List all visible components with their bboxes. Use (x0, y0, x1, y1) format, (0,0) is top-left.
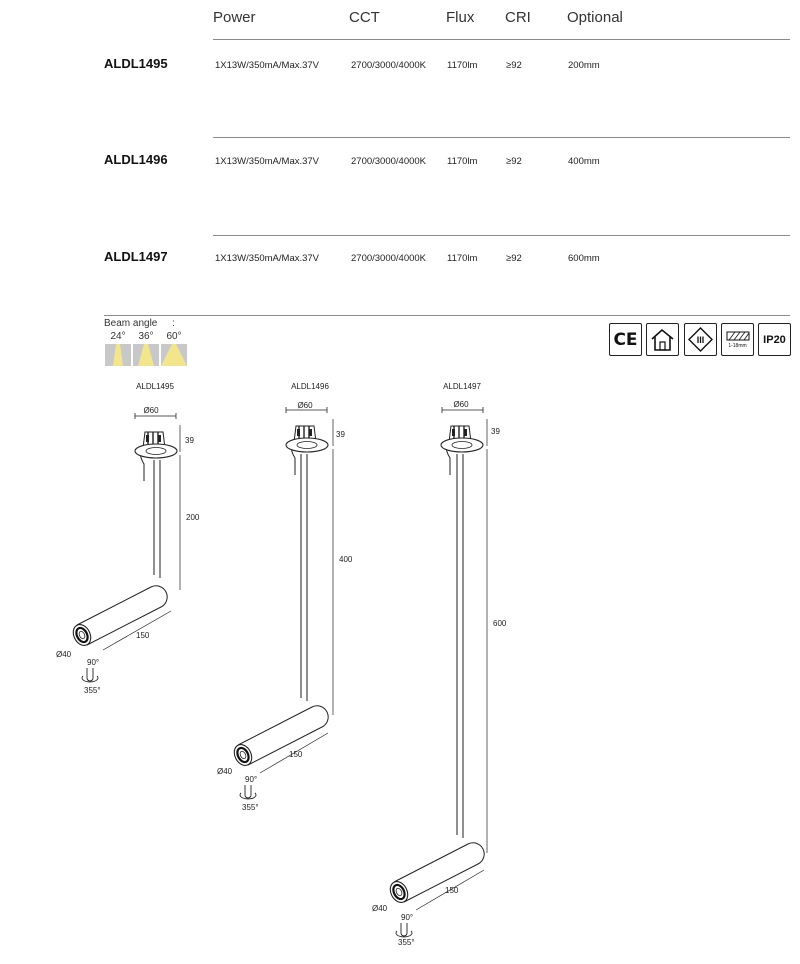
dim-diameter-body: Ø40 (56, 650, 72, 659)
dim-rotation: 355° (398, 938, 415, 947)
drawing-aldl1497 (372, 382, 507, 947)
ceiling-thickness-label: 1-18mm (728, 342, 747, 349)
dim-tilt: 90° (245, 775, 258, 784)
class-iii-label: III (696, 335, 705, 345)
row-cct: 2700/3000/4000K (351, 60, 427, 71)
row-flux: 1170lm (447, 60, 478, 71)
header-power: Power (213, 9, 256, 26)
row-cri: ≥92 (506, 253, 522, 264)
row-optional: 600mm (568, 253, 600, 264)
beam-angle-label: 24° (110, 331, 126, 342)
dim-height: 39 (491, 427, 500, 436)
dim-body-length: 150 (136, 631, 150, 640)
drawing-aldl1496 (217, 382, 353, 812)
row-power: 1X13W/350mA/Max.37V (215, 156, 320, 167)
row-optional: 400mm (568, 156, 600, 167)
drawing-title: ALDL1497 (443, 382, 481, 391)
dim-stem-length: 600 (493, 619, 507, 628)
beam-angle-label: 60° (166, 331, 182, 342)
dim-tilt: 90° (87, 658, 100, 667)
ce-mark-icon: CE (609, 323, 642, 356)
beam-angle-label: 36° (138, 331, 154, 342)
rotation-icon (396, 923, 412, 937)
row-power: 1X13W/350mA/Max.37V (215, 60, 320, 71)
dim-rotation: 355° (242, 803, 259, 812)
dim-body-length: 150 (445, 886, 459, 895)
rotation-icon (240, 785, 256, 799)
dim-height: 39 (185, 436, 194, 445)
dim-diameter-top: Ø60 (453, 400, 469, 409)
row-model: ALDL1495 (104, 56, 168, 71)
row-optional: 200mm (568, 60, 600, 71)
header-optional: Optional (567, 9, 623, 26)
dim-body-length: 150 (289, 750, 303, 759)
beam-angle-title: Beam angle (104, 318, 158, 329)
header-flux: Flux (446, 9, 475, 26)
dim-rotation: 355° (84, 686, 101, 695)
dim-diameter-body: Ø40 (372, 904, 388, 913)
row-cct: 2700/3000/4000K (351, 156, 427, 167)
row-flux: 1170lm (447, 253, 478, 264)
header-cct: CCT (349, 9, 380, 26)
header-cri: CRI (505, 9, 531, 26)
dim-diameter-top: Ø60 (143, 406, 159, 415)
dim-height: 39 (336, 430, 345, 439)
row-power: 1X13W/350mA/Max.37V (215, 253, 320, 264)
row-model: ALDL1497 (104, 249, 168, 264)
row-cri: ≥92 (506, 156, 522, 167)
beam-angle-colon: : (172, 318, 175, 329)
drawing-title: ALDL1496 (291, 382, 329, 391)
row-cct: 2700/3000/4000K (351, 253, 427, 264)
ip20-icon: IP20 (758, 323, 791, 356)
dim-stem-length: 200 (186, 513, 200, 522)
rotation-icon (82, 668, 98, 682)
dim-diameter-top: Ø60 (297, 401, 313, 410)
drawing-title: ALDL1495 (136, 382, 174, 391)
dim-diameter-body: Ø40 (217, 767, 233, 776)
row-model: ALDL1496 (104, 152, 168, 167)
dim-stem-length: 400 (339, 555, 353, 564)
drawing-aldl1495 (56, 382, 200, 695)
dim-tilt: 90° (401, 913, 414, 922)
row-flux: 1170lm (447, 156, 478, 167)
row-cri: ≥92 (506, 60, 522, 71)
